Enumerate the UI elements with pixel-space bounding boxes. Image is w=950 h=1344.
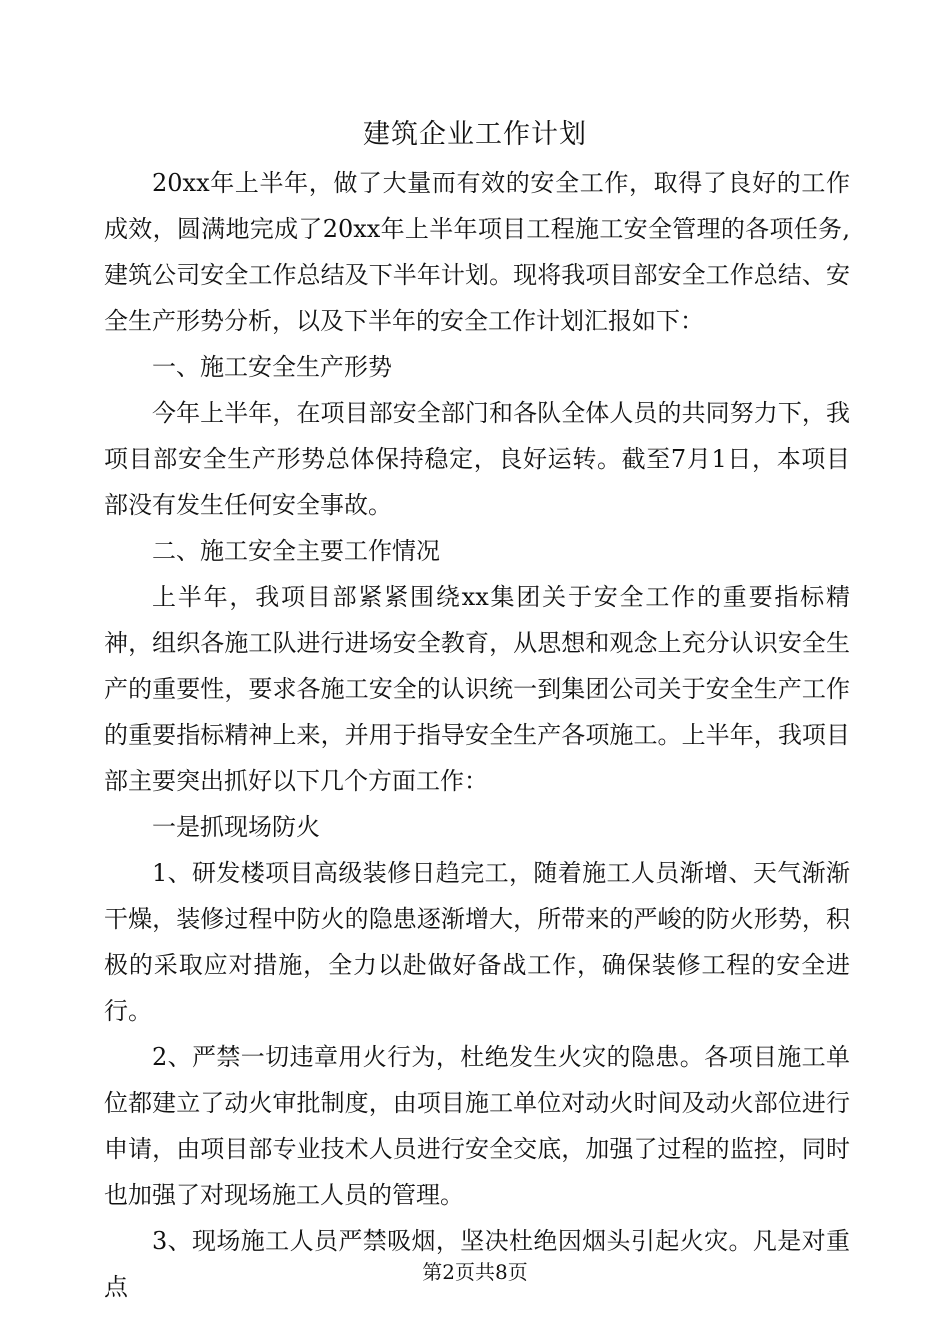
paragraph-safety-situation: 今年上半年，在项目部安全部门和各队全体人员的共同努力下，我项目部安全生产形势总体保持稳定，良好运转。截至7月1日，本项目部没有发生任何安全事故。 xyxy=(104,399,850,519)
list-item-1: 1、研发楼项目高级装修日趋完工，随着施工人员渐增、天气渐渐干燥，装修过程中防火的隐患逐渐增大，所带来的严峻的防火形势，积极的采取应对措施，全力以赴做好备战工作，确保装修工程的安全进行。 xyxy=(104,859,850,1025)
paragraph-main-work: 上半年，我项目部紧紧围绕xx集团关于安全工作的重要指标精神，组织各施工队进行进场安全教育，从思想和观念上充分认识安全生产的重要性，要求各施工安全的认识统一到集团公司关于安全生产工作的重要指标精神上来，并用于指导安全生产各项施工。上半年，我项目部主要突出抓好以下几个方面工作： xyxy=(104,583,850,795)
document-body xyxy=(104,160,850,1310)
list-item-2: 2、严禁一切违章用火行为，杜绝发生火灾的隐患。各项目施工单位都建立了动火审批制度，由项目施工单位对动火时间及动火部位进行申请，由项目部专业技术人员进行安全交底，加强了过程的监控，同时也加强了对现场施工人员的管理。 xyxy=(104,1043,850,1209)
list-item-3: 3、现场施工人员严禁吸烟，坚决杜绝因烟头引起火灾。凡是对重点 xyxy=(104,1227,850,1301)
page-footer: 第2页共8页 xyxy=(422,1260,528,1284)
document-title: 建筑企业工作计划 xyxy=(363,119,587,150)
paragraph-intro: 20xx年上半年，做了大量而有效的安全工作，取得了良好的工作成效，圆满地完成了20xx年上半年项目工程施工安全管理的各项任务,建筑公司安全工作总结及下半年计划。现将我项目部安全工作总结、安全生产形势分析，以及下半年的安全工作计划汇报如下： xyxy=(104,169,850,335)
subheading-fire-prevention: 一是抓现场防火 xyxy=(152,813,320,841)
section-heading-1: 一、施工安全生产形势 xyxy=(152,353,392,381)
section-heading-2: 二、施工安全主要工作情况 xyxy=(152,537,440,565)
